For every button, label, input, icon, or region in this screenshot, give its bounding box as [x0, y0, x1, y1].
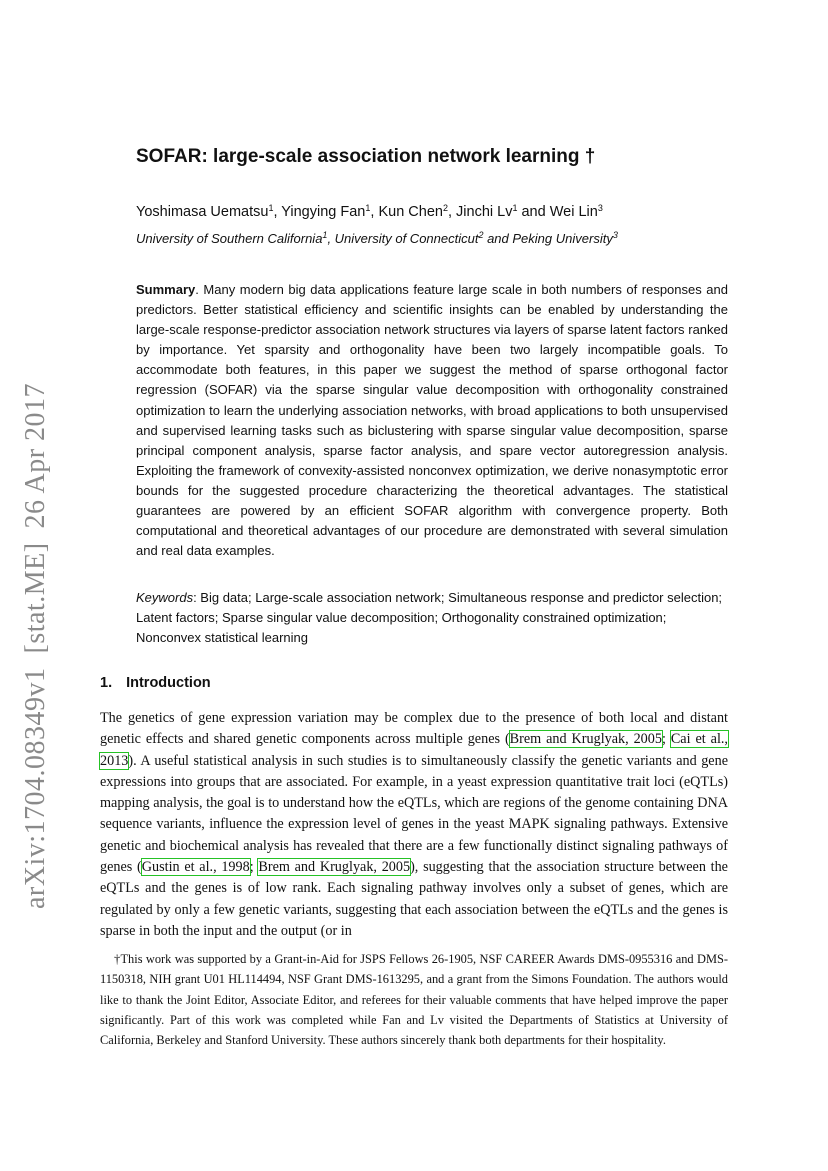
- affiliation-name: University of Southern California: [136, 231, 323, 246]
- author-name: Yoshimasa Uematsu: [136, 204, 269, 220]
- arxiv-date: 26 Apr 2017: [20, 382, 51, 529]
- intro-text: ), suggesting that the association structure between the eQTLs and the genes is of low rank. Each signaling pathway involves only a subset of genes, which are regulated by only a few genetic variants, suggesting that each association between the eQTLs and the genes is sparse in both the input and the output (or in: [100, 859, 728, 939]
- arxiv-id: arXiv:1704.08349v1: [20, 667, 51, 910]
- author-name: Wei Lin: [549, 204, 598, 220]
- keywords-text: : Big data; Large-scale association network; Simultaneous response and predictor selection; Latent factors; Sparse singular value decomposition; Orthogonality constrained optimization; Nonconvex statistical learning: [136, 590, 723, 645]
- section-number: 1.: [100, 675, 113, 691]
- keywords-block: [136, 588, 728, 648]
- author-affiliation-mark: 1: [268, 203, 274, 213]
- affiliation-mark: 1: [322, 230, 328, 240]
- author-separator: and: [517, 204, 550, 220]
- paper-title: SOFAR: large-scale association network learning †: [136, 146, 596, 167]
- section-title: Introduction: [126, 675, 211, 691]
- citation-link[interactable]: Brem and Kruglyak, 2005: [258, 859, 411, 876]
- funding-footnote: [100, 949, 728, 1050]
- affiliation-name: University of Connecticut: [334, 231, 479, 246]
- affiliation-mark: 3: [612, 230, 618, 240]
- arxiv-identifier-stamp: [20, 369, 52, 909]
- author-separator: ,: [447, 204, 457, 220]
- summary-text: . Many modern big data applications feature large scale in both numbers of responses and predictors. Better statistical efficiency and scientific insights can be enabled by understanding the large-scale response-predictor association network structures via layers of sparse latent factors ranked by importance. Yet sparsity and orthogonality have been two largely incompatible goals. To accommodate both features, in this paper we suggest the method of sparse orthogonal factor regression (SOFAR) via the sparse singular value decomposition with orthogonality constrained optimization to learn the underlying association networks, with broad applications to both unsupervised and supervised learning tasks such as biclustering with sparse singular value decomposition, sparse principal component analysis, sparse factor analysis, and spare vector autoregression analysis. Exploiting the framework of convexity-assisted nonconvex optimization, we derive nonasymptotic error bounds for the suggested procedure characterizing the theoretical advantages. The statistical guarantees are powered by an efficient SOFAR algorithm with convergence property. Both computational and theoretical advantages of our procedure are demonstrated with several simulation and real data examples.: [136, 282, 728, 559]
- section-heading-introduction: [100, 675, 211, 691]
- footnote-mark: †: [114, 952, 121, 966]
- citation-link[interactable]: Cai et al., 2013: [100, 731, 728, 769]
- author-affiliation-mark: 3: [597, 203, 603, 213]
- author-list: [136, 204, 603, 220]
- affiliation-mark: 2: [478, 230, 484, 240]
- affiliation-separator: and: [483, 231, 513, 246]
- arxiv-category: [stat.ME]: [20, 542, 51, 654]
- footnote-text: This work was supported by a Grant-in-Aid for JSPS Fellows 26-1905, NSF CAREER Awards DMS-0955316 and DMS-1150318, NIH grant U01 HL114494, NSF Grant DMS-1613295, and a grant from the Simons Foundation. The authors would like to thank the Joint Editor, Associate Editor, and referees for their valuable comments that have helped improve the paper significantly. Part of this work was completed while Fan and Lv visited the Departments of Statistics at University of California, Berkeley and Stanford University. These authors sincerely thank both departments for their hospitality.: [100, 952, 728, 1048]
- intro-text: ;: [249, 859, 259, 876]
- citation-link[interactable]: Gustin et al., 1998: [141, 859, 250, 876]
- author-affiliation-mark: 2: [442, 203, 448, 213]
- author-name: Yingying Fan: [281, 204, 366, 220]
- summary-abstract: [136, 280, 728, 561]
- keywords-label: Keywords: [136, 590, 194, 605]
- author-name: Jinchi Lv: [456, 204, 513, 220]
- intro-text: ). A useful statistical analysis in such studies is to simultaneously classify the genetic variants and gene expressions into groups that are associated. For example, in a yeast expression quantitative trait loci (eQTLs) mapping analysis, the goal is to understand how the eQTLs, which are regions of the genome containing DNA sequence variants, influence the expression level of genes in the yeast MAPK signaling pathways. Extensive genetic and biochemical analysis has revealed that there are a few functionally distinct signaling pathways of genes (: [100, 752, 728, 876]
- introduction-paragraph: [100, 708, 728, 942]
- affiliation-separator: ,: [327, 231, 335, 246]
- summary-label: Summary: [136, 282, 196, 297]
- author-affiliation-mark: 1: [512, 203, 518, 213]
- affiliation-name: Peking University: [512, 231, 613, 246]
- intro-text: The genetics of gene expression variation may be complex due to the presence of both local and distant genetic effects and shared genetic components across multiple genes (: [100, 710, 728, 748]
- author-affiliation-mark: 1: [365, 203, 371, 213]
- intro-text: ;: [661, 731, 671, 748]
- author-separator: ,: [273, 204, 282, 220]
- affiliation-list: [136, 231, 618, 246]
- author-separator: ,: [370, 204, 379, 220]
- citation-link[interactable]: Brem and Kruglyak, 2005: [509, 731, 662, 748]
- author-name: Kun Chen: [378, 204, 443, 220]
